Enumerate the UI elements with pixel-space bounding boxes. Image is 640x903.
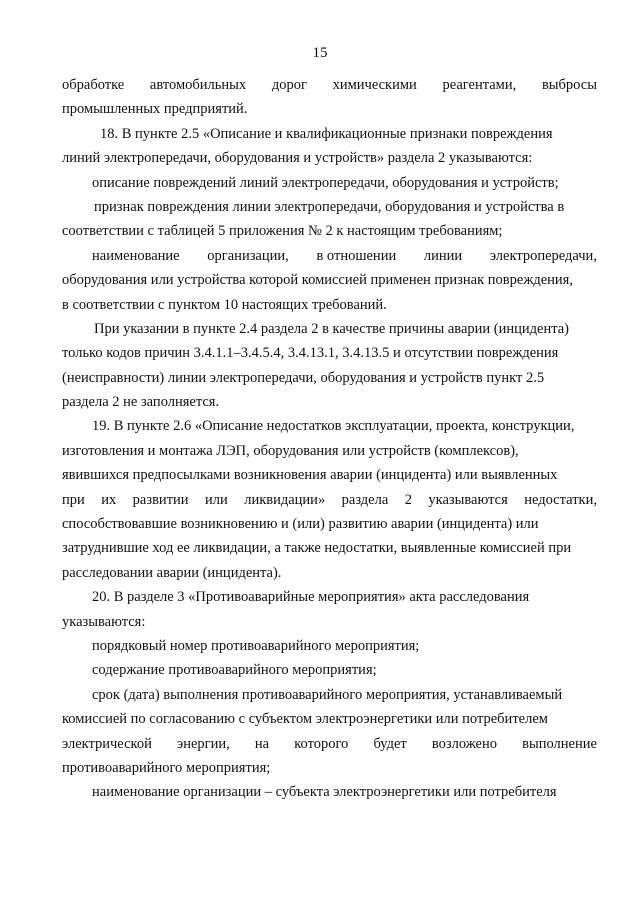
text-line-13: (неисправности) линии электропередачи, оборудования и устройств пункт 2.5 [62,369,545,386]
word: указываются [428,491,508,508]
text-line-27: комиссией по согласованию с субъектом электроэнергетики или потребителем [62,711,548,728]
word: возложено [431,735,497,752]
text-line-24: порядковый номер противоаварийного мероприятия; [92,637,420,654]
text-line-28 [62,732,597,756]
text-line-18 [62,488,597,512]
word: недостатки, [524,491,597,508]
word: реагентами, [442,77,517,93]
word: на [254,735,270,752]
text-line-10: в соответствии с пунктом 10 настоящих требований. [62,296,387,313]
text-line-14: раздела 2 не заполняется. [62,394,220,411]
text-line-7: соответствии с таблицей 5 приложения № 2 к настоящим требованиям; [62,223,503,240]
text-line-17: явившихся предпосылками возникновения аварии (инцидента) или выявленных [62,467,558,484]
text-line-20: затруднившие ход ее ликвидации, а также недостатки, выявленные комиссией при [62,540,572,557]
text-line-16: изготовления и монтажа ЛЭП, оборудования или устройств (комплексов), [62,442,519,459]
word: их [101,491,117,508]
word: ликвидации» [244,491,326,508]
paragraph-18-heading [62,122,597,146]
text-line-8 [62,244,597,268]
word: будет [373,735,407,752]
text-line-23: указываются: [62,613,146,630]
word: наименование [92,247,180,264]
word: линии [423,247,463,264]
word: которого [294,735,349,752]
word: при [62,491,85,508]
text-line-5: описание повреждений линий электропередачи, оборудования и устройств; [92,174,559,191]
text-line-12: только кодов причин 3.4.1.1–3.4.5.4, 3.4.13.1, 3.4.13.5 и отсутствии повреждения [62,345,559,362]
word: 2 [404,491,412,508]
line-text: 18. В пункте 2.5 «Описание и квалификационные признаки повреждения [100,125,553,142]
word: энергии, [176,735,230,752]
text-line-6: признак повреждения линии электропередачи, оборудования и устройства в [94,198,565,215]
paragraph-19-heading: 19. В пункте 2.6 «Описание недостатков эксплуатации, проекта, конструкции, [92,418,575,435]
word: в отношении [316,247,397,264]
text-line-19: способствовавшие возникновению и (или) развитию аварии (инцидента) или [62,516,539,533]
body-text [62,73,597,805]
word: раздела [341,491,389,508]
word: выполнение [522,735,597,752]
text-line-30: наименование организации – субъекта электроэнергетики или потребителя [92,784,557,801]
text-line-29: противоаварийного мероприятия; [62,759,271,776]
paragraph-20-heading: 20. В разделе 3 «Противоаварийные мероприятия» акта расследования [92,589,530,606]
word: электропередачи, [489,247,597,264]
word: организации, [207,247,289,264]
word: автомобильных [149,77,247,93]
text-line-9: оборудования или устройства которой комиссией применен признак повреждения, [62,272,573,289]
text-line-25: содержание противоаварийного мероприятия; [92,662,377,679]
word: или [205,491,228,508]
word: химическими [332,77,417,93]
word: обработке [62,77,125,93]
text-line-2: промышленных предприятий. [62,101,248,118]
word: выбросы [541,77,597,93]
text-line-4: линий электропередачи, оборудования и устройств» раздела 2 указываются: [62,150,533,167]
text-line-26: срок (дата) выполнения противоаварийного мероприятия, устанавливаемый [92,686,563,703]
text-line-21: расследовании аварии (инцидента). [62,564,282,581]
word: дорог [271,77,307,93]
word: электрической [62,735,152,752]
text-line-11: При указании в пункте 2.4 раздела 2 в качестве причины аварии (инцидента) [94,320,569,337]
word: развитии [132,491,189,508]
text-line-1 [62,73,597,97]
page-number: 15 [312,45,328,61]
